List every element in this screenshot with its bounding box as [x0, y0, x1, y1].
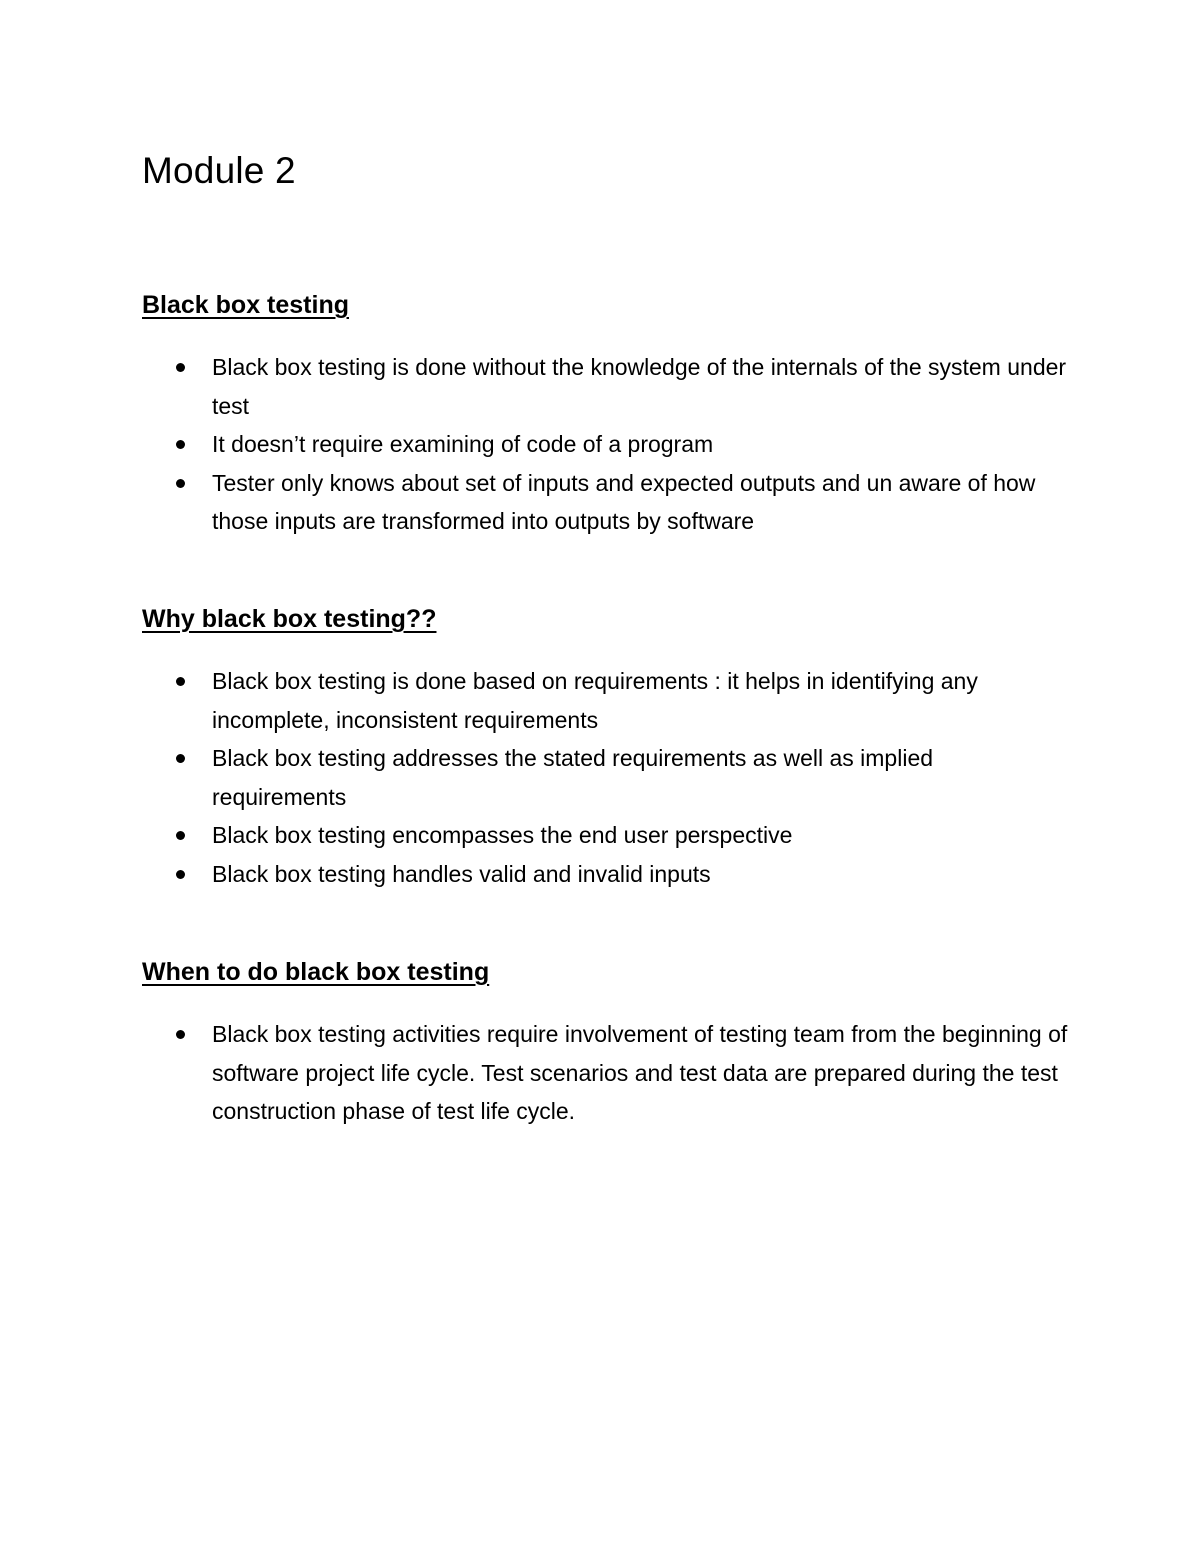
section-heading: When to do black box testing [142, 958, 490, 986]
list-item [142, 464, 1072, 541]
list-item [142, 425, 1072, 464]
bullet-icon [176, 831, 185, 840]
list-item-text: Black box testing handles valid and invalid inputs [212, 860, 711, 887]
list-item [142, 348, 1072, 425]
list-item-text: Black box testing is done without the knowledge of the internals of the system under test [212, 354, 1067, 419]
section-heading: Why black box testing?? [142, 605, 437, 633]
bullet-icon [176, 440, 185, 449]
bullet-icon [176, 677, 185, 686]
bullet-icon [176, 1030, 185, 1039]
list-item [142, 816, 1072, 855]
list-item [142, 1015, 1072, 1131]
list-item-text: Black box testing encompasses the end user perspective [212, 822, 793, 849]
bullet-icon [176, 870, 185, 879]
section-heading: Black box testing [142, 291, 349, 319]
list-item [142, 662, 1072, 739]
bullet-icon [176, 479, 185, 488]
list-item-text: It doesn’t require examining of code of a program [212, 431, 714, 458]
list-item-text: Black box testing activities require involvement of testing team from the beginning of software project life cycle. Test scenarios and test data are prepared during the test construction phase of test life cycle. [212, 1021, 1068, 1125]
list-item [142, 855, 1072, 894]
bullet-icon [176, 754, 185, 763]
list-item [142, 739, 1072, 816]
bullet-list [142, 348, 1082, 541]
list-item-text: Tester only knows about set of inputs and expected outputs and un aware of how those inputs are transformed into outputs by software [212, 469, 1036, 535]
bullet-list [142, 662, 1082, 894]
section-when-to-do-black-box-testing [142, 955, 1082, 1131]
list-item-text: Black box testing addresses the stated requirements as well as implied requirements [212, 745, 934, 810]
page-title: Module 2 [142, 150, 296, 191]
bullet-icon [176, 363, 185, 372]
bullet-list [142, 1015, 1082, 1131]
section-black-box-testing [142, 288, 1082, 541]
section-why-black-box-testing [142, 602, 1082, 894]
list-item-text: Black box testing is done based on requirements : it helps in identifying any incomplete, inconsistent requirements [212, 668, 978, 733]
